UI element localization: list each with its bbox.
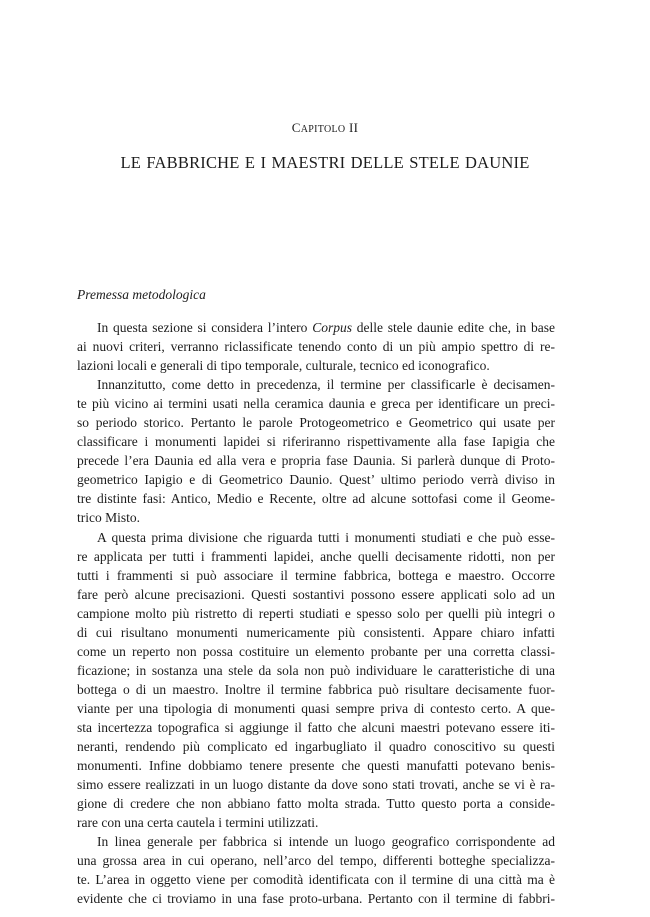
text-line: Innanzitutto, come detto in precedenza, il termine per classificarle è decisamen- (97, 377, 555, 393)
text-line: monumenti. Infine dobbiamo tenere presente che questi manufatti potevano benis- (77, 758, 555, 774)
text-line: tutti i frammenti si può associare il termine fabbrica, bottega e maestro. Occorre (77, 567, 555, 583)
chapter-label-number: II (345, 120, 359, 135)
text-segment: In questa sezione si considera l’intero (97, 320, 313, 335)
text-line: te. L’area in oggetto viene per comodità identificata con il termine di una città ma è (77, 872, 555, 888)
text-line: ficazione; in sostanza una stele da sola non può individuare le caratteristiche di una (77, 662, 555, 678)
section-heading: Premessa metodologica (77, 287, 206, 302)
text-line: campione molto più ristretto di reperti studiati e spesso solo per quelli più integri o (77, 605, 555, 621)
chapter-label-word: APITOLO (300, 124, 346, 135)
text-line: so periodo storico. Pertanto le parole Protogeometrico e Geometrico qui usate per (77, 415, 555, 431)
text-line: di cui risultano monumenti numericamente più consistenti. Appare chiaro infatti (77, 624, 555, 640)
text-line: simo essere realizzati in un luogo distante da dove sono stati trovati, anche se vi è ra- (77, 777, 555, 793)
text-line: evidente che ci troviamo in una fase proto-urbana. Pertanto con il termine di fabbri- (77, 891, 555, 907)
text-line (77, 318, 555, 337)
text-line: sta incertezza topografica si aggiunge il fatto che alcuni maestri potevano essere iti- (77, 719, 555, 735)
text-line: gione di credere che non abbiano fatto molta strada. Tutto questo porta a conside- (77, 796, 555, 812)
text-line: ai nuovi criteri, verranno riclassificate tenendo conto di un più ampio spettro di re- (77, 339, 555, 355)
text-line: fare però alcune precisazioni. Questi sostantivi possono essere applicati solo ad un (77, 586, 555, 602)
text-line: una grossa area in cui operano, nell’arco del tempo, differenti botteghe specializza- (77, 853, 555, 869)
text-line: geometrico Iapigio e di Geometrico Daunio. Quest’ ultimo periodo verrà diviso in (77, 472, 555, 488)
text-line: In linea generale per fabbrica si intende un luogo geografico corrispondente ad (97, 834, 555, 850)
text-line: come un reperto non possa costituire un elemento probante per una corretta classi- (77, 643, 555, 659)
text-line: bottega o di un maestro. Inoltre il termine fabbrica può risultare decisamente fuor- (77, 681, 555, 697)
text-line: A questa prima divisione che riguarda tutti i monumenti studiati e che può esse- (97, 529, 555, 545)
chapter-label (0, 120, 650, 136)
text-segment: delle stele daunie edite che, in base (351, 320, 555, 335)
text-line: classificare i monumenti lapidei si riferiranno rispettivamente alla fase Iapigia che (77, 434, 555, 450)
paragraph (77, 375, 555, 527)
text-line: lazioni locali e generali di tipo temporale, culturale, tecnico ed iconografico. (77, 358, 490, 374)
text-line: trico Misto. (77, 510, 140, 526)
text-line: tre distinte fasi: Antico, Medio e Recente, oltre ad alcune sottofasi come il Geome- (77, 491, 555, 507)
chapter-label-initial: C (291, 120, 301, 135)
text-line: neranti, rendendo più complicato ed ingarbugliato il quadro conoscitivo su questi (77, 739, 555, 755)
text-line: te più vicino ai termini usati nella ceramica daunia e greca per identificare un preci- (77, 396, 555, 412)
paragraph (77, 318, 555, 375)
paragraph (77, 528, 555, 833)
text-line: rare con una certa cautela i termini utilizzati. (77, 815, 319, 831)
text-line: re applicata per tutti i frammenti lapidei, anche quelli decisamente ridotti, non per (77, 548, 555, 564)
text-line: precede l’era Daunia ed alla vera e propria fase Daunia. Si parlerà dunque di Proto- (77, 453, 555, 469)
chapter-title: LE FABBRICHE E I MAESTRI DELLE STELE DAUNIE (120, 153, 530, 172)
paragraph (77, 832, 555, 908)
text-line: viante per una tipologia di monumenti quasi sempre priva di contesto certo. A que- (77, 700, 555, 716)
italic-term: Corpus (312, 320, 352, 335)
body-text (77, 318, 555, 908)
